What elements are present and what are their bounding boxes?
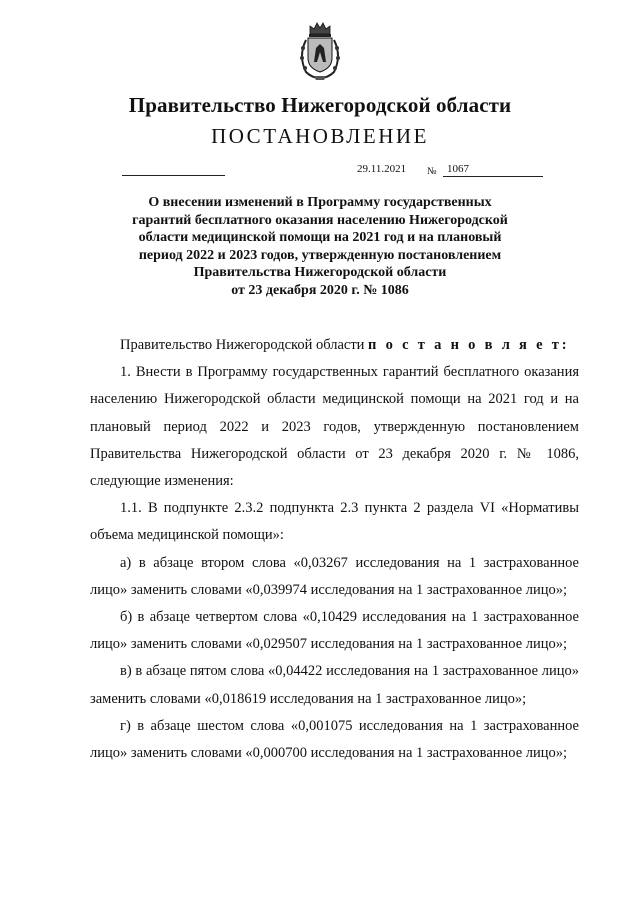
body-paragraph: г) в абзаце шестом слова «0,001075 исследования на 1 застрахованное лицо» заменить словами «0,000700 исследования на 1 застрахованное лицо»;: [90, 717, 579, 762]
body-paragraph: б) в абзаце четвертом слова «0,10429 исследования на 1 застрахованное лицо» заменить словами «0,029507 исследования на 1 застрахованное лицо»;: [90, 609, 579, 653]
body-paragraph: 1.1. В подпункте 2.3.2 подпункта 2.3 пункта 2 раздела VI «Нормативы объема медицинской помощи»:: [90, 500, 579, 544]
subject-line: период 2022 и 2023 годов, утвержденную постановлением: [138, 247, 502, 263]
document-subject: [100, 194, 540, 300]
document-body: [90, 332, 579, 767]
intro-prefix: Правительство Нижегородской области: [120, 337, 365, 353]
subject-line: О внесении изменений в Программу государственных: [148, 195, 492, 210]
document-type: ПОСТАНОВЛЕНИЕ: [211, 124, 429, 148]
resolution-intro: [90, 332, 579, 359]
resolves-word: п о с т а н о в л я е т:: [368, 337, 570, 353]
date-blank-line: [122, 175, 225, 176]
body-paragraph: 1. Внести в Программу государственных гарантий бесплатного оказания населению Нижегородской области медицинской помощи на 2021 год и на плановый период 2022 и 2023 годов, утвержденную постановлением Правительства Нижегородской области от 23 декабря 2020 г. № 1086, следующие изменения:: [90, 364, 579, 490]
government-title: Правительство Нижегородской области: [128, 93, 512, 117]
body-paragraph: а) в абзаце втором слова «0,03267 исследования на 1 застрахованное лицо» заменить словами «0,039974 исследования на 1 застрахованное лицо»;: [90, 554, 579, 598]
document-number: 1067: [447, 163, 469, 175]
subject-line: от 23 декабря 2020 г. № 1086: [231, 282, 409, 298]
coat-of-arms-emblem-icon: [296, 20, 344, 82]
document-number-field: [443, 163, 543, 177]
subject-line: гарантий бесплатного оказания населению Нижегородской: [132, 212, 508, 228]
body-paragraph: в) в абзаце пятом слова «0,04422 исследования на 1 застрахованное лицо» заменить словами «0,018619 исследования на 1 застрахованное лицо»;: [90, 663, 579, 707]
number-sign: №: [427, 166, 437, 177]
subject-line: области медицинской помощи на 2021 год и на плановый: [138, 230, 502, 246]
document-date: 29.11.2021: [357, 163, 407, 175]
subject-line: Правительства Нижегородской области: [193, 265, 447, 281]
